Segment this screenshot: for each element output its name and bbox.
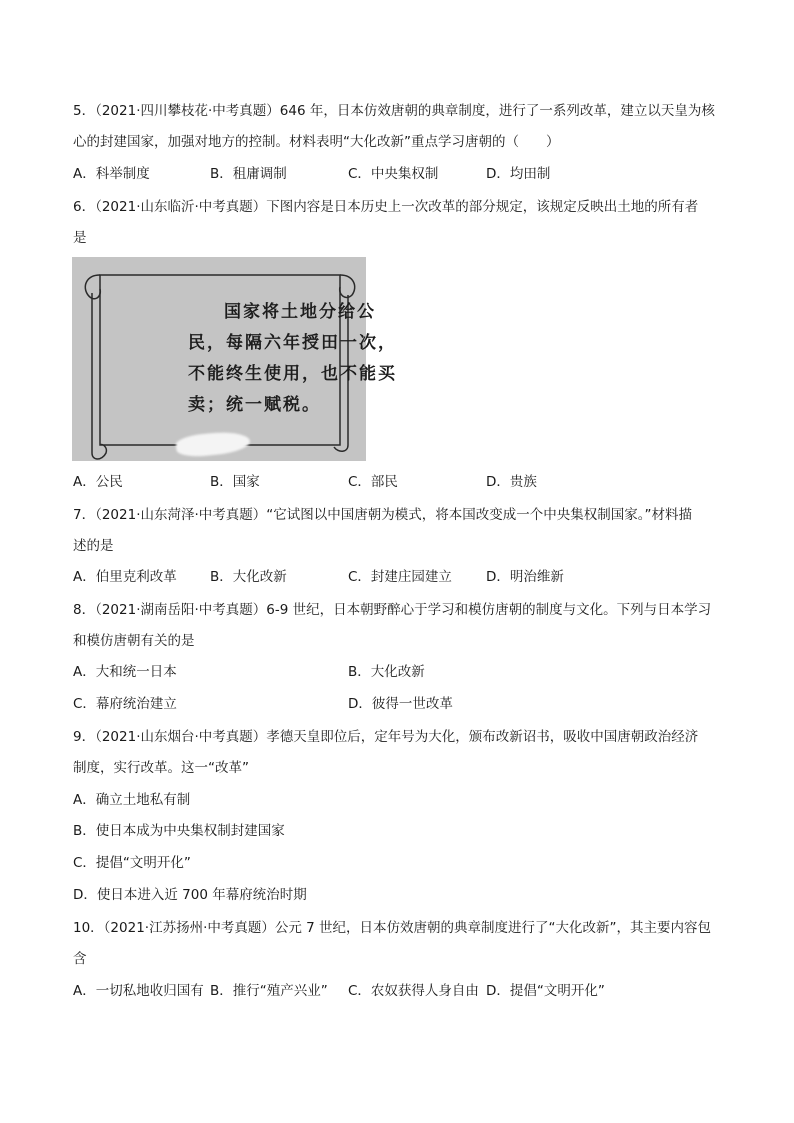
scroll-text-line: 卖；统一赋税。 xyxy=(188,395,321,415)
q7-option-d: D．明治维新 xyxy=(486,569,564,585)
q8-stem-line1: 8．（2021·湖南岳阳·中考真题）6-9 世纪，日本朝野醉心于学习和模仿唐朝的制度与文化。下列与日本学习 xyxy=(73,602,712,618)
q7-option-a: A．伯里克利改革 xyxy=(73,569,177,585)
q5-stem-line1: 5．（2021·四川攀枝花·中考真题）646 年，日本仿效唐朝的典章制度，进行了一系列改革，建立以天皇为核 xyxy=(73,103,715,119)
q8-stem-line2: 和模仿唐朝有关的是 xyxy=(73,633,195,649)
q9-stem-line1: 9．（2021·山东烟台·中考真题）孝德天皇即位后，定年号为大化，颁布改新诏书，吸收中国唐朝政治经济 xyxy=(73,729,699,745)
q10-option-b: B．推行“殖产兴业” xyxy=(210,983,328,999)
q5-stem-line2: 心的封建国家，加强对地方的控制。材料表明“大化改新”重点学习唐朝的（ ） xyxy=(73,134,560,150)
q8-option-d: D．彼得一世改革 xyxy=(348,696,453,712)
q8-option-b: B．大化改新 xyxy=(348,664,425,680)
scroll-text-line: 民，每隔六年授田一次， xyxy=(188,333,397,353)
scroll-text-line: 国家将土地分给公 xyxy=(224,302,376,322)
q5-option-d: D．均田制 xyxy=(486,166,551,182)
q10-stem-line1: 10．（2021·江苏扬州·中考真题）公元 7 世纪，日本仿效唐朝的典章制度进行了“大化改新”，其主要内容包 xyxy=(73,920,712,936)
scroll-text xyxy=(188,297,397,421)
q9-option-a: A．确立土地私有制 xyxy=(73,792,191,808)
q9-option-b: B．使日本成为中央集权制封建国家 xyxy=(73,823,285,839)
q7-stem-line2: 述的是 xyxy=(73,538,114,554)
q6-stem-line2: 是 xyxy=(73,230,87,246)
q6-stem-line1: 6．（2021·山东临沂·中考真题）下图内容是日本历史上一次改革的部分规定，该规定反映出土地的所有者 xyxy=(73,199,699,215)
q7-stem-line1: 7．（2021·山东菏泽·中考真题）“它试图以中国唐朝为模式，将本国改变成一个中央集权制国家。”材料描 xyxy=(73,507,693,523)
q6-option-b: B．国家 xyxy=(210,474,260,490)
q9-option-c: C．提倡“文明开化” xyxy=(73,855,191,871)
q8-option-a: A．大和统一日本 xyxy=(73,664,177,680)
q7-option-b: B．大化改新 xyxy=(210,569,287,585)
q7-option-c: C．封建庄园建立 xyxy=(348,569,452,585)
q10-stem-line2: 含 xyxy=(73,951,87,967)
q10-option-d: D．提倡“文明开化” xyxy=(486,983,605,999)
q6-option-c: C．部民 xyxy=(348,474,398,490)
q9-stem-line2: 制度，实行改革。这一“改革” xyxy=(73,760,249,776)
scroll-text-line: 不能终生使用，也不能买 xyxy=(188,364,397,384)
q9-option-d: D．使日本进入近 700 年幕府统治时期 xyxy=(73,887,307,903)
q6-option-a: A．公民 xyxy=(73,474,123,490)
q10-option-c: C．农奴获得人身自由 xyxy=(348,983,479,999)
q10-option-a: A．一切私地收归国有 xyxy=(73,983,204,999)
q8-option-c: C．幕府统治建立 xyxy=(73,696,177,712)
q5-option-c: C．中央集权制 xyxy=(348,166,439,182)
q5-option-b: B．租庸调制 xyxy=(210,166,287,182)
q5-option-a: A．科举制度 xyxy=(73,166,150,182)
q6-option-d: D．贵族 xyxy=(486,474,537,490)
q6-scroll-figure xyxy=(72,257,397,461)
